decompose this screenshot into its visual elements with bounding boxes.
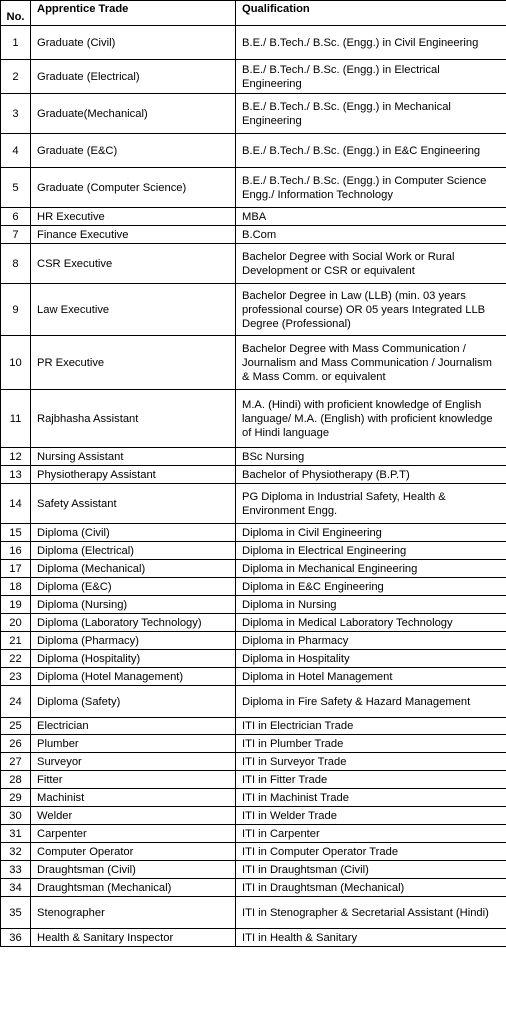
row-number: 1 [1,26,31,60]
qualification-cell: BSc Nursing [236,448,506,466]
qualification-cell: ITI in Stenographer & Secretarial Assistant (Hindi) [236,897,506,929]
qualification-cell: B.E./ B.Tech./ B.Sc. (Engg.) in Civil Engineering [236,26,506,60]
qualification-cell: ITI in Health & Sanitary [236,929,506,947]
apprentice-trade-cell: Stenographer [31,897,236,929]
qualification-cell: PG Diploma in Industrial Safety, Health & Environment Engg. [236,484,506,524]
apprentice-trade-cell: Diploma (Hospitality) [31,650,236,668]
apprentice-trade-cell: Welder [31,807,236,825]
qualification-cell: ITI in Welder Trade [236,807,506,825]
apprentice-trade-cell: Plumber [31,735,236,753]
qualification-cell: M.A. (Hindi) with proficient knowledge of English language/ M.A. (English) with proficient knowledge of Hindi language [236,390,506,448]
qualification-cell: Bachelor Degree with Mass Communication / Journalism and Mass Communication / Journalism & Mass Comm. or equivalent [236,336,506,390]
apprentice-trade-cell: Graduate (E&C) [31,134,236,168]
table-row [1,60,506,94]
row-number: 24 [1,686,31,718]
table-header-row [1,1,506,26]
qualification-cell: Diploma in Fire Safety & Hazard Management [236,686,506,718]
row-number: 3 [1,94,31,134]
qualification-cell: B.E./ B.Tech./ B.Sc. (Engg.) in Computer Science Engg./ Information Technology [236,168,506,208]
row-number: 17 [1,560,31,578]
apprentice-trade-cell: Electrician [31,718,236,735]
row-number: 33 [1,861,31,879]
qualification-cell: Diploma in E&C Engineering [236,578,506,596]
header-qualification: Qualification [236,1,506,26]
apprentice-trade-cell: Graduate (Computer Science) [31,168,236,208]
qualification-cell: Diploma in Hospitality [236,650,506,668]
table-row [1,718,506,735]
table-row [1,542,506,560]
table-row [1,596,506,614]
row-number: 26 [1,735,31,753]
qualification-cell: ITI in Plumber Trade [236,735,506,753]
table-row [1,466,506,484]
qualification-cell: ITI in Computer Operator Trade [236,843,506,861]
row-number: 11 [1,390,31,448]
apprentice-trade-cell: Diploma (Laboratory Technology) [31,614,236,632]
table-row [1,771,506,789]
table-row [1,336,506,390]
apprentice-trade-cell: Diploma (E&C) [31,578,236,596]
table-row [1,284,506,336]
apprentice-trade-cell: Surveyor [31,753,236,771]
apprentice-trade-cell: Diploma (Civil) [31,524,236,542]
row-number: 31 [1,825,31,843]
table-row [1,668,506,686]
row-number: 5 [1,168,31,208]
qualification-cell: Diploma in Electrical Engineering [236,542,506,560]
table-row [1,897,506,929]
row-number: 25 [1,718,31,735]
apprentice-trade-cell: Draughtsman (Mechanical) [31,879,236,897]
header-apprentice-trade: Apprentice Trade [31,1,236,26]
qualification-cell: Bachelor of Physiotherapy (B.P.T) [236,466,506,484]
apprentice-trade-cell: PR Executive [31,336,236,390]
qualification-cell: ITI in Electrician Trade [236,718,506,735]
apprentice-trade-cell: Diploma (Hotel Management) [31,668,236,686]
qualification-cell: Diploma in Mechanical Engineering [236,560,506,578]
row-number: 7 [1,226,31,244]
apprentice-trade-cell: Diploma (Safety) [31,686,236,718]
row-number: 16 [1,542,31,560]
row-number: 18 [1,578,31,596]
apprentice-trade-cell: Carpenter [31,825,236,843]
table-row [1,753,506,771]
table-row [1,208,506,226]
apprentice-trade-cell: Diploma (Pharmacy) [31,632,236,650]
qualification-cell: ITI in Draughtsman (Mechanical) [236,879,506,897]
table-row [1,614,506,632]
qualification-cell: Bachelor Degree in Law (LLB) (min. 03 years professional course) OR 05 years Integrated LLB Degree (Professional) [236,284,506,336]
table-row [1,390,506,448]
table-row [1,843,506,861]
table-row [1,825,506,843]
row-number: 13 [1,466,31,484]
row-number: 32 [1,843,31,861]
row-number: 36 [1,929,31,947]
row-number: 4 [1,134,31,168]
apprentice-trade-cell: Health & Sanitary Inspector [31,929,236,947]
qualification-cell: Diploma in Pharmacy [236,632,506,650]
row-number: 35 [1,897,31,929]
table-row [1,686,506,718]
apprentice-trade-cell: Computer Operator [31,843,236,861]
row-number: 2 [1,60,31,94]
apprentice-trade-cell: CSR Executive [31,244,236,284]
table-row [1,226,506,244]
apprentice-trade-cell: Safety Assistant [31,484,236,524]
qualification-cell: Diploma in Nursing [236,596,506,614]
apprentice-trade-cell: Diploma (Mechanical) [31,560,236,578]
row-number: 14 [1,484,31,524]
qualification-cell: B.Com [236,226,506,244]
row-number: 29 [1,789,31,807]
table-row [1,632,506,650]
row-number: 15 [1,524,31,542]
qualification-cell: ITI in Machinist Trade [236,789,506,807]
table-row [1,524,506,542]
apprentice-trade-cell: Physiotherapy Assistant [31,466,236,484]
row-number: 22 [1,650,31,668]
table-row [1,134,506,168]
table-row [1,26,506,60]
table-row [1,560,506,578]
row-number: 27 [1,753,31,771]
row-number: 21 [1,632,31,650]
apprentice-trade-cell: Law Executive [31,284,236,336]
apprentice-trade-cell: Machinist [31,789,236,807]
table-row [1,578,506,596]
apprentice-trade-cell: Diploma (Nursing) [31,596,236,614]
qualification-cell: B.E./ B.Tech./ B.Sc. (Engg.) in Mechanical Engineering [236,94,506,134]
header-no: No. [1,1,31,26]
row-number: 9 [1,284,31,336]
qualification-cell: ITI in Fitter Trade [236,771,506,789]
table-row [1,879,506,897]
qualification-cell: MBA [236,208,506,226]
apprentice-trade-cell: Diploma (Electrical) [31,542,236,560]
table-row [1,448,506,466]
row-number: 34 [1,879,31,897]
table-row [1,789,506,807]
qualification-cell: Diploma in Civil Engineering [236,524,506,542]
row-number: 12 [1,448,31,466]
row-number: 20 [1,614,31,632]
row-number: 10 [1,336,31,390]
qualification-cell: ITI in Surveyor Trade [236,753,506,771]
table-row [1,807,506,825]
apprentice-trade-cell: Nursing Assistant [31,448,236,466]
qualification-cell: ITI in Draughtsman (Civil) [236,861,506,879]
table-row [1,244,506,284]
apprentice-trade-cell: Draughtsman (Civil) [31,861,236,879]
apprentice-trade-cell: Fitter [31,771,236,789]
table-row [1,650,506,668]
apprentice-trade-cell: Graduate(Mechanical) [31,94,236,134]
apprentice-trade-cell: HR Executive [31,208,236,226]
row-number: 28 [1,771,31,789]
table-row [1,94,506,134]
qualification-cell: B.E./ B.Tech./ B.Sc. (Engg.) in Electrical Engineering [236,60,506,94]
table-row [1,929,506,947]
table-row [1,484,506,524]
qualification-cell: Bachelor Degree with Social Work or Rural Development or CSR or equivalent [236,244,506,284]
qualification-cell: B.E./ B.Tech./ B.Sc. (Engg.) in E&C Engineering [236,134,506,168]
row-number: 23 [1,668,31,686]
row-number: 8 [1,244,31,284]
row-number: 30 [1,807,31,825]
table-row [1,861,506,879]
qualification-cell: Diploma in Medical Laboratory Technology [236,614,506,632]
table-row [1,168,506,208]
table-row [1,735,506,753]
qualification-cell: ITI in Carpenter [236,825,506,843]
apprentice-trade-cell: Graduate (Civil) [31,26,236,60]
row-number: 6 [1,208,31,226]
qualification-cell: Diploma in Hotel Management [236,668,506,686]
row-number: 19 [1,596,31,614]
apprentice-trade-cell: Rajbhasha Assistant [31,390,236,448]
apprentice-trade-cell: Finance Executive [31,226,236,244]
apprentice-trade-cell: Graduate (Electrical) [31,60,236,94]
